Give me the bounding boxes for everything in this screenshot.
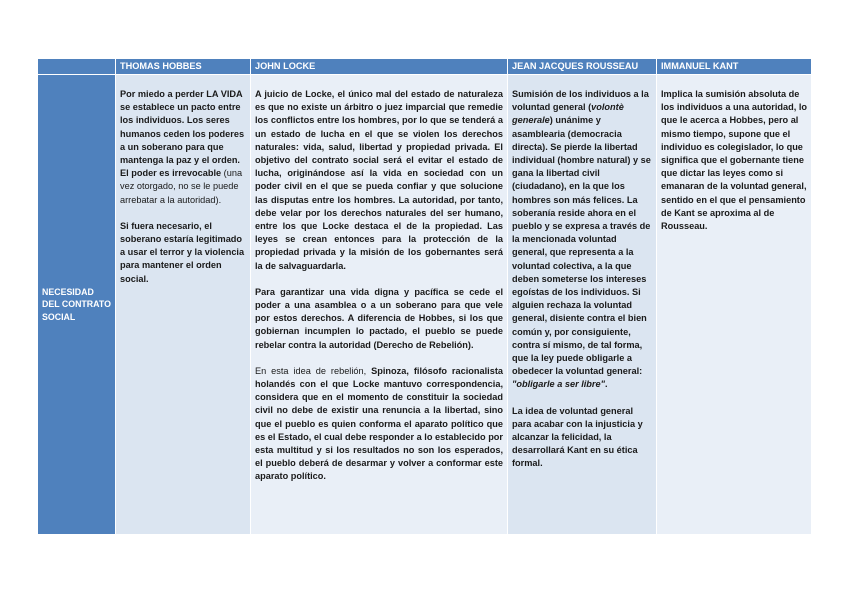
comparison-table (37, 58, 812, 535)
header-rousseau: JEAN JACQUES ROUSSEAU (508, 59, 657, 75)
header-kant: IMMANUEL KANT (657, 59, 812, 75)
locke-paragraph-2: Para garantizar una vida digna y pacífica se cede el poder a una asamblea o a un soberano para que vele por estos derechos. A diferencia de Hobbes, si los que gobiernan incumplen lo pactado, el pueblo se puede rebelar contra la autoridad (Derecho de Rebelión). (255, 286, 503, 350)
volonte-generale-term: volontè generale (512, 102, 624, 126)
spinoza-name: Spinoza (371, 365, 407, 376)
rousseau-paragraph-1: Sumisión de los individuos a la voluntad general (volontè generale) unánime y asamblearia (democracia directa). Se pierde la libertad individual (hombre natural) y se gana la libertad civil (ciudadano), en la que los hombres son más felices. La soberanía reside ahora en el pueblo y se expresa a través de la mencionada voluntad general, que representa a la voluntad colectiva, a la que deben someterse los intereses egoístas de los individuos. Si alguien rechaza la voluntad general, disiente contra el bien común y, por consiguiente, contra sí mismo, de tal forma, que la ley puede obligarle a obedecer la voluntad general: "obligarle a ser libre". (512, 89, 651, 390)
cell-rousseau (508, 75, 657, 535)
locke-paragraph-1: A juicio de Locke, el único mal del estado de naturaleza es que no existe un árbitro o juez imparcial que remedie los conflictos entre los hombres, por lo que se tenderá a un estado de lucha en el que se violen los derechos naturales: vida, salud, libertad y propiedad privada. El objetivo del contrato social será el evitar el estado de lucha, originándose así la vida en sociedad con un poder civil en el que se pueda confiar y que solucione las disputas entre los hombres. La autoridad, por tanto, debe velar por los derechos naturales del ser humano, entre los que Locke destaca el de la propiedad. Las leyes se crean entonces para la protección de la propiedad privada y la misión de los gobernantes será la de salvaguardarla. (255, 89, 503, 271)
header-row (38, 59, 812, 75)
kant-paragraph-1: Implica la sumisión absoluta de los individuos a una autoridad, lo que le acerca a Hobbes, pero al mismo tiempo, supone que el individuo es colegislador, lo que significa que el gobernante tiene que dictar las leyes como si emanaran de la voluntad general, sentido en el que el pensamiento de Kant se aproxima al de Rousseau. (661, 89, 807, 232)
cell-hobbes (116, 75, 251, 535)
cell-locke (251, 75, 508, 535)
locke-paragraph-3: En esta idea de rebelión, Spinoza, filósofo racionalista holandés con el que Locke mantuvo correspondencia, considera que en el momento de constituir la sociedad civil no debe de existir una renuncia a la libertad, sino que el pueblo es quien conforma el aparato político que es el Estado, el cual debe responder a lo establecido por esta multitud y si los resultados no son los esperados, el pueblo deberá de desarmar y volver a conformar este aparato político. (255, 365, 503, 482)
header-corner-cell (38, 59, 116, 75)
header-locke: JOHN LOCKE (251, 59, 508, 75)
hobbes-p1-main: Por miedo a perder LA VIDA se establece un pacto entre los individuos. Los seres humanos ceden los poderes a un soberano para que mantenga la paz y el orden. El poder es irrevocable (120, 89, 245, 179)
rousseau-paragraph-2: La idea de voluntad general para acabar con la injusticia y alcanzar la felicidad, la desarrollará Kant en su ética formal. (512, 405, 643, 469)
hobbes-p1-aside: (una vez otorgado, no se le puede arrebatar a la autoridad). (120, 168, 243, 205)
content-row (38, 75, 812, 535)
obligarle-quote: "obligarle a ser libre" (512, 379, 605, 390)
hobbes-paragraph-2: Si fuera necesario, el soberano estaría legitimado a usar el terror y la violencia para mantener el orden social. (120, 220, 245, 284)
header-hobbes: THOMAS HOBBES (116, 59, 251, 75)
hobbes-paragraph-1 (120, 88, 246, 207)
cell-kant (657, 75, 812, 535)
row-label: NECESIDAD DEL CONTRATO SOCIAL (38, 75, 116, 535)
